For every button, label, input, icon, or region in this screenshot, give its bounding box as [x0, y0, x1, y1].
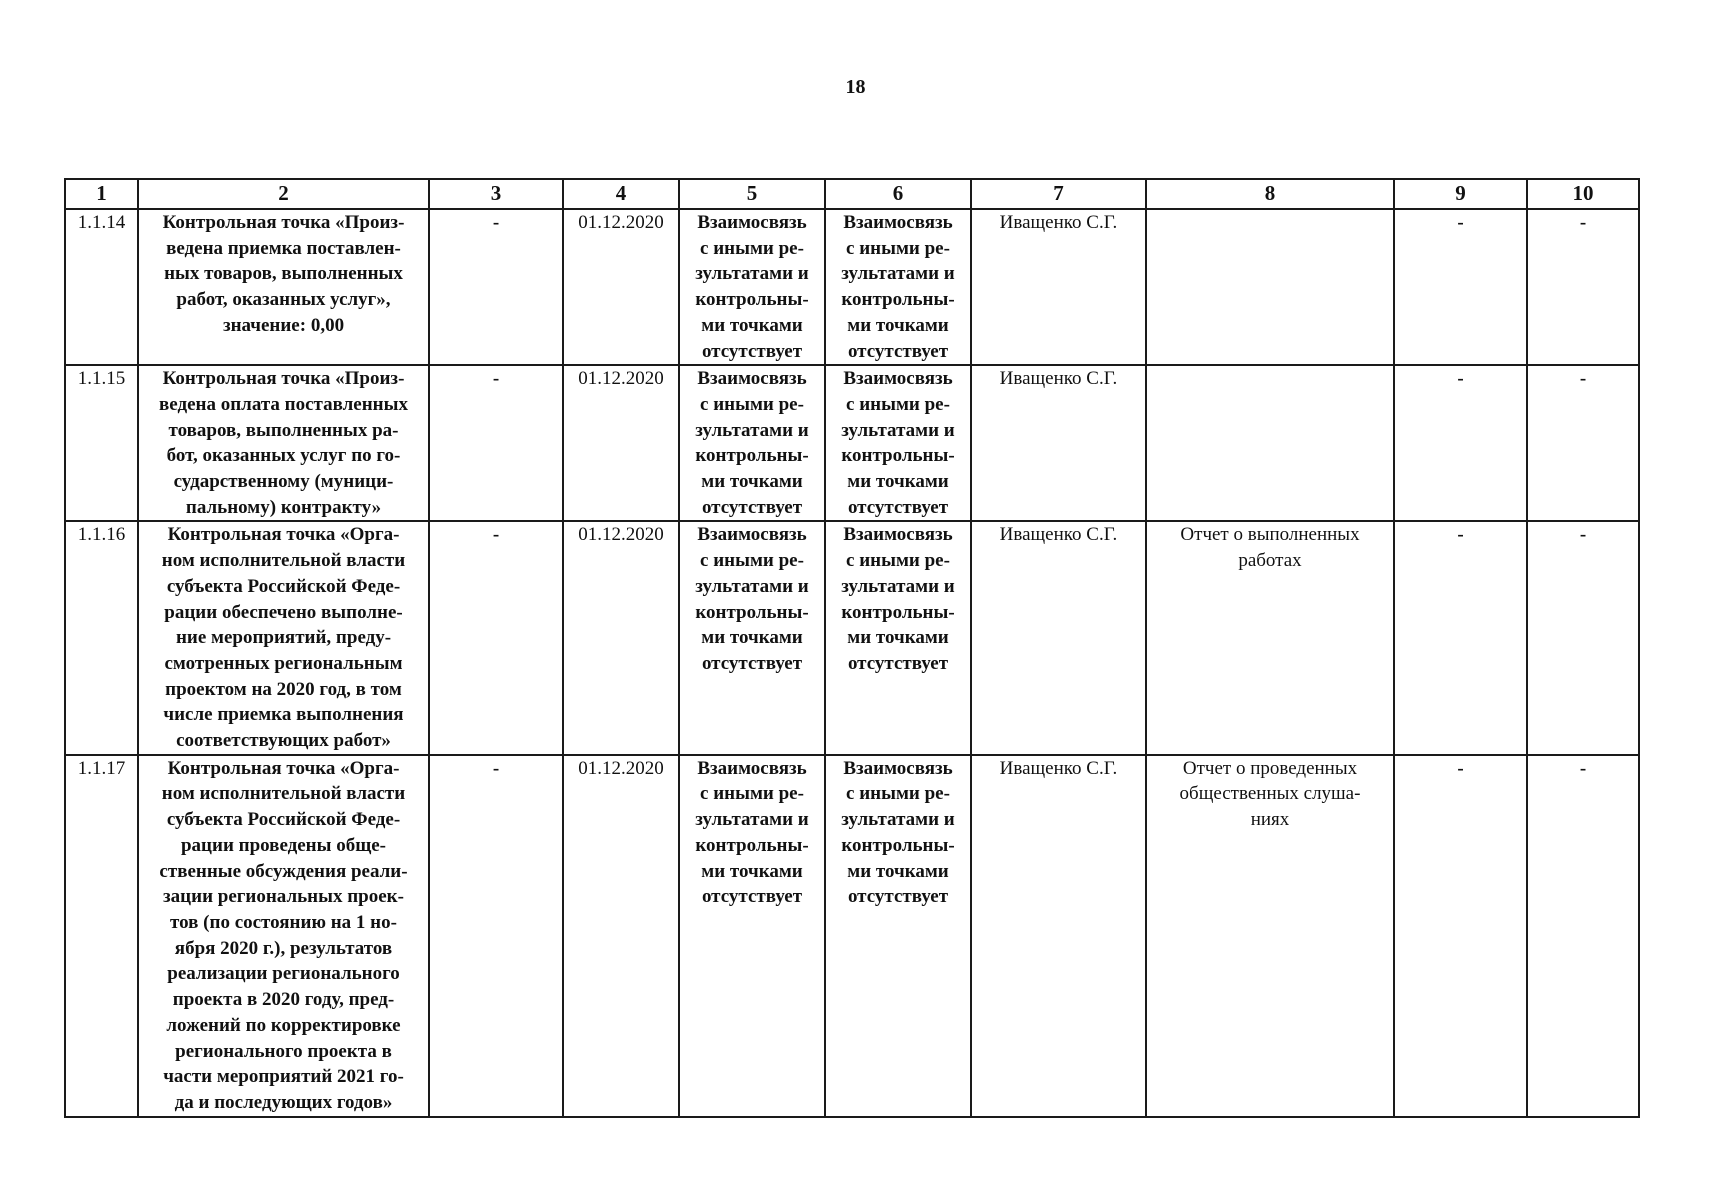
control-point-name-line: ственные обсуждения реали- [159, 860, 408, 882]
relation-col5 [679, 209, 825, 365]
relation-col6-line: ми точками [847, 860, 949, 882]
col10-value: - [1527, 209, 1639, 365]
control-point-name-line: ных товаров, выполненных [164, 263, 403, 285]
control-point-name-line: соответствующих работ» [176, 730, 391, 752]
result-document [1146, 209, 1394, 365]
relation-col5-line: отсутствует [701, 886, 803, 908]
control-point-name-line: товаров, выполненных ра- [168, 419, 399, 441]
result-document-line: Отчет о проведенных [1182, 757, 1358, 779]
header-cell-5: 5 [679, 179, 825, 209]
responsible-person: Иващенко С.Г. [971, 365, 1146, 521]
relation-col5-line: зультатами и [695, 419, 809, 441]
col10-value: - [1527, 521, 1639, 754]
relation-col5-line: контрольны- [695, 289, 809, 311]
table-row [65, 755, 1639, 1117]
relation-col6 [825, 209, 971, 365]
col3-value: - [429, 755, 563, 1117]
relation-col5-line: Взаимосвязь [697, 524, 807, 546]
relation-col6-line: ми точками [847, 314, 949, 336]
control-point-name-line: бот, оказанных услуг по го- [166, 445, 401, 467]
col9-value: - [1394, 209, 1527, 365]
header-cell-1: 1 [65, 179, 138, 209]
relation-col6-line: Взаимосвязь [843, 368, 953, 390]
col3-value: - [429, 365, 563, 521]
col3-value: - [429, 209, 563, 365]
relation-col5-line: с иными ре- [700, 783, 804, 805]
control-point-name-line: Контрольная точка «Произ- [162, 212, 405, 233]
control-point-name-line: проектом на 2020 год, в том [165, 678, 402, 700]
relation-col5-line: зультатами и [695, 809, 809, 831]
relation-col6-line: с иными ре- [846, 237, 950, 259]
header-cell-10: 10 [1527, 179, 1639, 209]
header-cell-8: 8 [1146, 179, 1394, 209]
deadline-date: 01.12.2020 [563, 365, 679, 521]
relation-col5-line: отсутствует [701, 652, 803, 674]
table-row [65, 521, 1639, 754]
relation-col5-line: отсутствует [701, 496, 803, 518]
relation-col5-line: с иными ре- [700, 550, 804, 572]
row-number: 1.1.15 [65, 365, 138, 521]
control-point-name [138, 521, 429, 754]
col9-value: - [1394, 755, 1527, 1117]
control-point-name-line: ведена оплата поставленных [159, 393, 408, 415]
relation-col6-line: зультатами и [841, 809, 955, 831]
relation-col6-line: контрольны- [841, 289, 955, 311]
control-point-name-line: рации обеспечено выполне- [164, 601, 403, 623]
result-document [1146, 365, 1394, 521]
control-point-name-line: реализации регионального [167, 963, 400, 985]
control-point-name-line: работ, оказанных услуг», [176, 289, 391, 311]
relation-col6-line: контрольны- [841, 601, 955, 623]
relation-col5 [679, 755, 825, 1117]
control-point-name-line: проекта в 2020 году, пред- [172, 989, 395, 1011]
relation-col6-line: Взаимосвязь [843, 757, 953, 779]
table-row [65, 365, 1639, 521]
relation-col6-line: зультатами и [841, 419, 955, 441]
relation-col5-line: ми точками [701, 627, 803, 649]
control-point-name-line: сударственному (муници- [173, 471, 394, 493]
deadline-date: 01.12.2020 [563, 521, 679, 754]
table-row [65, 209, 1639, 365]
control-point-name-line: да и последующих годов» [174, 1091, 393, 1113]
relation-col6 [825, 755, 971, 1117]
control-point-name-line: зации региональных проек- [163, 886, 404, 908]
header-cell-4: 4 [563, 179, 679, 209]
result-document-line: работах [1238, 550, 1302, 572]
responsible-person: Иващенко С.Г. [971, 521, 1146, 754]
row-number: 1.1.16 [65, 521, 138, 754]
header-cell-3: 3 [429, 179, 563, 209]
relation-col5 [679, 521, 825, 754]
deadline-date: 01.12.2020 [563, 209, 679, 365]
relation-col6-line: с иными ре- [846, 393, 950, 415]
result-document-line: Отчет о выполненных [1180, 524, 1360, 546]
control-point-name-line: смотренных региональным [164, 652, 403, 674]
relation-col5-line: Взаимосвязь [697, 212, 807, 233]
relation-col6-line: Взаимосвязь [843, 212, 953, 233]
control-point-name-line: числе приемка выполнения [163, 704, 404, 726]
relation-col5-line: с иными ре- [700, 393, 804, 415]
result-document-line: ниях [1250, 809, 1290, 831]
relation-col5-line: ми точками [701, 314, 803, 336]
control-point-name-line: ном исполнительной власти [161, 550, 406, 572]
result-document [1146, 755, 1394, 1117]
control-point-name-line: ября 2020 г.), результатов [174, 937, 393, 959]
control-point-name-line: субъекта Российской Феде- [166, 575, 401, 597]
control-point-name-line: рации проведены обще- [180, 834, 387, 856]
header-row [65, 179, 1639, 209]
control-point-name-line: Контрольная точка «Орга- [167, 524, 400, 546]
relation-col6-line: отсутствует [847, 496, 949, 518]
row-number: 1.1.14 [65, 209, 138, 365]
relation-col5-line: с иными ре- [700, 237, 804, 259]
relation-col6-line: контрольны- [841, 834, 955, 856]
control-point-name-line: Контрольная точка «Орга- [167, 757, 400, 779]
relation-col6-line: зультатами и [841, 575, 955, 597]
relation-col5-line: Взаимосвязь [697, 368, 807, 390]
result-document-line: общественных слуша- [1179, 783, 1361, 805]
control-point-name-line: части мероприятий 2021 го- [163, 1066, 404, 1088]
col10-value: - [1527, 365, 1639, 521]
relation-col6-line: ми точками [847, 471, 949, 493]
table-body [65, 209, 1639, 1117]
relation-col5-line: Взаимосвязь [697, 757, 807, 779]
relation-col6-line: с иными ре- [846, 783, 950, 805]
deadline-date: 01.12.2020 [563, 755, 679, 1117]
control-point-name-line: значение: 0,00 [222, 314, 345, 336]
relation-col5-line: контрольны- [695, 834, 809, 856]
relation-col5 [679, 365, 825, 521]
relation-col5-line: ми точками [701, 471, 803, 493]
control-point-name [138, 755, 429, 1117]
relation-col6-line: отсутствует [847, 886, 949, 908]
header-cell-7: 7 [971, 179, 1146, 209]
relation-col5-line: отсутствует [701, 340, 803, 362]
control-point-name-line: тов (по состоянию на 1 но- [170, 911, 397, 933]
control-point-name-line: регионального проекта в [175, 1040, 392, 1062]
control-point-name-line: пальному) контракту» [185, 496, 382, 518]
control-point-name [138, 365, 429, 521]
relation-col5-line: зультатами и [695, 263, 809, 285]
relation-col6-line: отсутствует [847, 652, 949, 674]
control-point-name-line: ном исполнительной власти [161, 783, 406, 805]
relation-col6-line: с иными ре- [846, 550, 950, 572]
control-point-name-line: ние мероприятий, преду- [175, 627, 392, 649]
relation-col6-line: отсутствует [847, 340, 949, 362]
col3-value: - [429, 521, 563, 754]
relation-col5-line: ми точками [701, 860, 803, 882]
header-cell-2: 2 [138, 179, 429, 209]
control-point-name-line: Контрольная точка «Произ- [162, 368, 405, 390]
header-cell-6: 6 [825, 179, 971, 209]
relation-col6-line: зультатами и [841, 263, 955, 285]
responsible-person: Иващенко С.Г. [971, 209, 1146, 365]
relation-col6-line: ми точками [847, 627, 949, 649]
control-point-name [138, 209, 429, 365]
relation-col6 [825, 521, 971, 754]
col9-value: - [1394, 365, 1527, 521]
relation-col5-line: контрольны- [695, 601, 809, 623]
responsible-person: Иващенко С.Г. [971, 755, 1146, 1117]
col10-value: - [1527, 755, 1639, 1117]
relation-col6 [825, 365, 971, 521]
page-number: 18 [845, 76, 866, 98]
row-number: 1.1.17 [65, 755, 138, 1117]
control-points-table [64, 178, 1640, 1118]
relation-col5-line: зультатами и [695, 575, 809, 597]
result-document [1146, 521, 1394, 754]
relation-col6-line: контрольны- [841, 445, 955, 467]
control-point-name-line: ложений по корректировке [166, 1014, 401, 1036]
control-point-name-line: ведена приемка поставлен- [166, 237, 401, 259]
relation-col6-line: Взаимосвязь [843, 524, 953, 546]
header-cell-9: 9 [1394, 179, 1527, 209]
col9-value: - [1394, 521, 1527, 754]
relation-col5-line: контрольны- [695, 445, 809, 467]
control-point-name-line: субъекта Российской Феде- [166, 809, 401, 831]
